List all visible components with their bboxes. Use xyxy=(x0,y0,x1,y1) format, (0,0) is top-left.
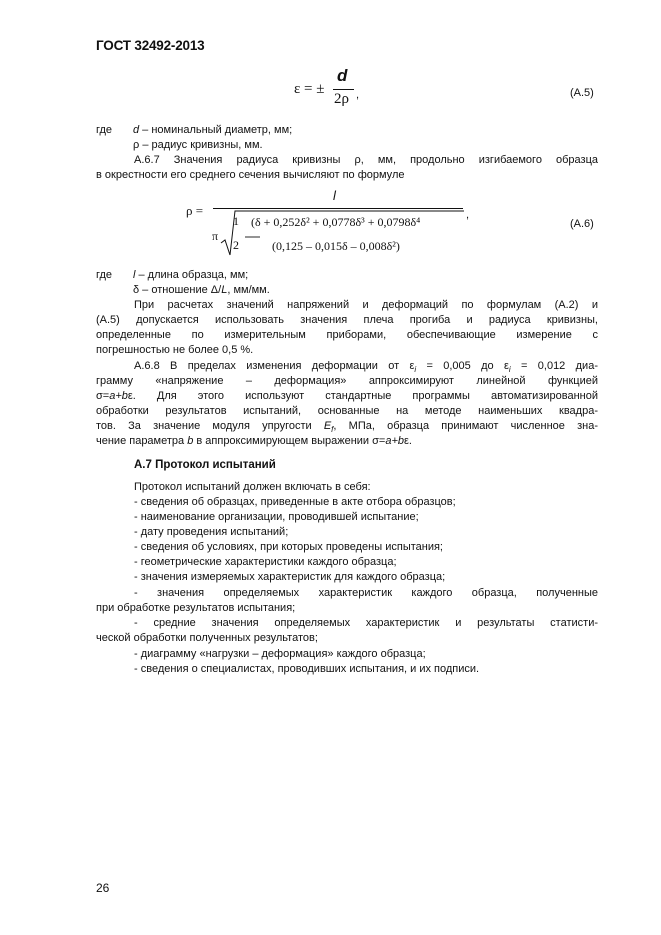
eq-a6-pi: π xyxy=(212,229,219,243)
eq-a6-numerator: l xyxy=(333,188,336,203)
protocol-item-8-line-2: ческой обработки полученных результатов; xyxy=(96,632,318,644)
where-label: где xyxy=(96,269,113,281)
protocol-item-7-line-1: - значения определяемых характеристик каждого образца, полученные xyxy=(134,587,598,599)
protocol-item: - сведения об образцах, приведенные в акте отбора образцов; xyxy=(134,496,456,508)
eq-a5-number: (A.5) xyxy=(570,87,594,99)
protocol-item: - сведения о специалистах, проводивших испытания, и их подписи. xyxy=(134,663,480,675)
document-id-header: ГОСТ 32492-2013 xyxy=(96,38,205,53)
para-calc-line-4: погрешностью не более 0,5 %. xyxy=(96,344,254,356)
eq-a6-comma: , xyxy=(466,209,470,221)
eq-a6-half-num: 1 xyxy=(233,214,239,228)
protocol-item: - дату проведения испытаний; xyxy=(134,526,289,538)
protocol-item: - сведения об условиях, при которых проведены испытания; xyxy=(134,541,443,553)
page-number: 26 xyxy=(96,881,110,895)
eq-a6-half-den: 2 xyxy=(233,238,239,252)
where-delta-line: δ – отношение Δ/L, мм/мм. xyxy=(133,284,270,296)
protocol-item: - диаграмму «нагрузки – деформация» каждого образца; xyxy=(134,648,426,660)
eq-a5-comma: , xyxy=(356,89,360,101)
para-calc-line-2: (А.5) допускается использовать значения плеча прогиба и радиуса кривизны, xyxy=(96,314,598,326)
para-calc-line-1: При расчетах значений напряжений и деформаций по формулам (А.2) и xyxy=(134,299,598,311)
eq-a6-number: (A.6) xyxy=(570,218,594,230)
para-a68-line-4: обработки результатов испытаний, основанные на методе наименьших квадра- xyxy=(96,405,598,417)
para-a68-line-2: грамму «напряжение – деформация» аппроксимируют линейной функцией xyxy=(96,375,598,387)
eq-a6-bottom-expression: (0,125 – 0,015δ – 0,008δ²) xyxy=(272,239,400,253)
eq-a5-fraction-bar xyxy=(333,89,354,90)
para-a68-line-5: тов. За значение модуля упругости $E_f$, МПа, образца принимают численное зна- xyxy=(96,420,598,435)
protocol-intro: Протокол испытаний должен включать в себя: xyxy=(134,481,371,493)
where-rho-line: ρ – радиус кривизны, мм. xyxy=(133,139,263,151)
eq-a5-lhs: ε = ± xyxy=(294,81,325,97)
where-label: где xyxy=(96,124,113,136)
eq-a5-denominator: 2ρ xyxy=(334,91,349,107)
para-a67-line-1: А.6.7 Значения радиуса кривизны ρ, мм, продольно изгибаемого образца xyxy=(134,154,598,166)
where-d-line: d – номинальный диаметр, мм; xyxy=(133,124,293,136)
eq-a6-lhs: ρ = xyxy=(186,203,204,218)
protocol-item-8-line-1: - средние значения определяемых характеристик и результаты статисти- xyxy=(134,617,598,629)
para-calc-line-3: определенные по измерительным приборами, обеспечивающие измерение с xyxy=(96,329,598,341)
protocol-item: - наименование организации, проводившей испытание; xyxy=(134,511,419,523)
para-a68-line-1: А.6.8 В пределах изменения деформации от $\varepsilon_i = 0,005$ до $\varepsilon_i = 0,012$ диа- xyxy=(134,360,598,375)
eq-a6-top-expression: (δ + 0,252δ² + 0,0778δ³ + 0,0798δ⁴ xyxy=(251,215,421,229)
section-a7-heading: А.7 Протокол испытаний xyxy=(134,459,276,471)
eq-a5-numerator: d xyxy=(337,66,348,85)
protocol-item: - геометрические характеристики каждого образца; xyxy=(134,556,397,568)
protocol-item-7-line-2: при обработке результатов испытания; xyxy=(96,602,296,614)
para-a68-line-3: σ=a+bε. Для этого используют стандартные программы автоматизированной xyxy=(96,390,598,402)
para-a67-line-2: в окрестности его среднего сечения вычисляют по формуле xyxy=(96,169,405,181)
protocol-item: - значения измеряемых характеристик для каждого образца; xyxy=(134,571,446,583)
para-a68-line-6: чение параметра b в аппроксимирующем выражении σ=a+bε. xyxy=(96,435,412,447)
where-l-line: l – длина образца, мм; xyxy=(133,269,249,281)
